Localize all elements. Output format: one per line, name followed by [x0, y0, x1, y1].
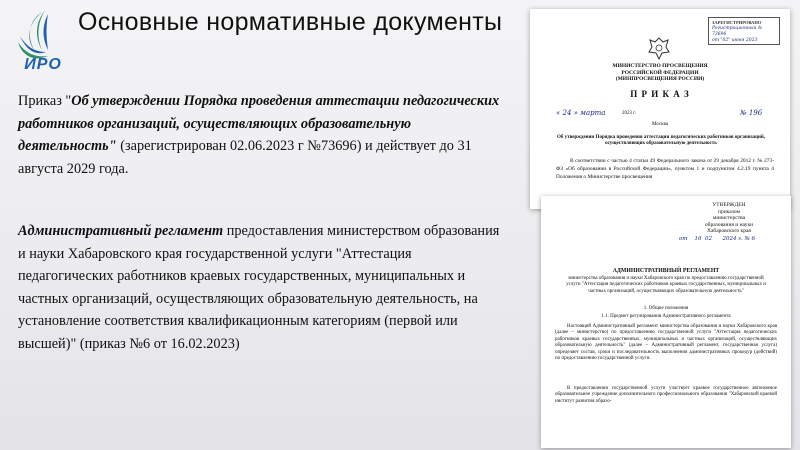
approval-block [679, 202, 779, 235]
order-date: « 24 » марта [556, 109, 606, 117]
approval-line: Хабаровского края [707, 228, 751, 235]
ministry-line: (МИНПРОСВЕЩЕНИЯ РОССИИ) [615, 76, 705, 82]
regulation-title: Административный регламент [18, 223, 224, 239]
coat-of-arms-icon [646, 35, 672, 61]
order-document-image [530, 9, 790, 209]
subsection-heading: 1.1. Предмет регулирования Административного регламента [601, 314, 731, 319]
logo-text: ИРО [24, 56, 62, 73]
order-year: 2023 г. [622, 111, 636, 116]
order-heading: Об утверждении Порядка проведения аттестации педагогических работников организаций, осуществляющих образовательную деятельность [557, 135, 765, 147]
ministry-header [590, 63, 730, 83]
approval-date: от 16 02 2024 г. № 6 [679, 236, 755, 242]
regulation-para-1: Настоящий Административный регламент министерства образования и науки Хабаровского края (далее – министерство) по предоставлению государственной услуги "Аттестация педагогических работников краевых государственных, муниципальных и частных организаций, осуществляющих образовательную деятельность" (далее – Административный регламент, государственная услуга) определяет состав, сроки и последовательность выполнения административных процедур (действий) по предоставлению государственной услуги. [555, 324, 777, 362]
approval-line: министерства [712, 215, 746, 222]
order-suffix: (зарегистрирован 02.06.2023 г №73696) и действует до 31 августа 2029 года. [18, 138, 472, 177]
ministry-line: РОССИЙСКОЙ ФЕДЕРАЦИИ [621, 69, 699, 76]
approval-line: УТВЕРЖДЕН [712, 202, 746, 208]
regulation-paragraph [18, 220, 508, 355]
regulation-para-2: В предоставлении государственной услуги участвует краевое государственное автономное образовательное учреждение дополнительного профессионального образования "Хабаровский краевой институт развития образо- [555, 386, 777, 404]
regulation-doc-title: АДМИНИСТРАТИВНЫЙ РЕГЛАМЕНТ [612, 268, 720, 274]
order-body: В соответствии с частью 4 статьи 49 Федерального закона от 29 декабря 2012 г. № 273-ФЗ «Об образовании в Российской Федерации», пунктом 1 и подпунктом 4.2.19 пункта 4 Положения о Министерстве просвещения [556, 158, 774, 180]
order-word: П Р И К А З [630, 89, 690, 99]
section-heading: 1. Общие положения [643, 306, 689, 311]
order-paragraph [18, 90, 508, 180]
registration-stamp [708, 17, 780, 45]
regulation-document-image [541, 196, 791, 448]
approval-line: приказом [718, 208, 740, 215]
regulation-body: предоставления министерством образования и науки Хабаровского края государственной услуги "Аттестация педагогических работников краевых государственных, муниципальных и частных организаций, осуществляющих образовательную деятельность, на установление соответствия квалификационным категориям (первой или высшей)" (приказ №6 от 16.02.2023) [18, 223, 500, 352]
iro-logo [12, 6, 72, 78]
approval-line: образования и науки [704, 221, 754, 228]
stamp-line: ЗАРЕГИСТРИРОВАНО [712, 20, 762, 25]
stamp-line: Регистрационный № 73696 [712, 26, 763, 37]
regulation-doc-subtitle: министерства образования и науки Хабаровского края по предоставлению государственной услуги "Аттестация педагогических работников краевых государственных, муниципальных и частных организаций, осуществляющих образовательную деятельность" [566, 276, 766, 294]
slide-title: Основные нормативные документы [78, 8, 503, 36]
stamp-line: от "02" июня 2023 [712, 38, 758, 43]
order-prefix: Приказ " [18, 93, 72, 109]
order-title: Об утверждении Порядка проведения аттестации педагогических работников организаций, осуществляющих образовательную деятельность" [18, 93, 500, 154]
ministry-line: МИНИСТЕРСТВО ПРОСВЕЩЕНИЯ [612, 63, 708, 69]
order-number: № 196 [740, 109, 763, 117]
order-city: Москва [651, 122, 669, 127]
